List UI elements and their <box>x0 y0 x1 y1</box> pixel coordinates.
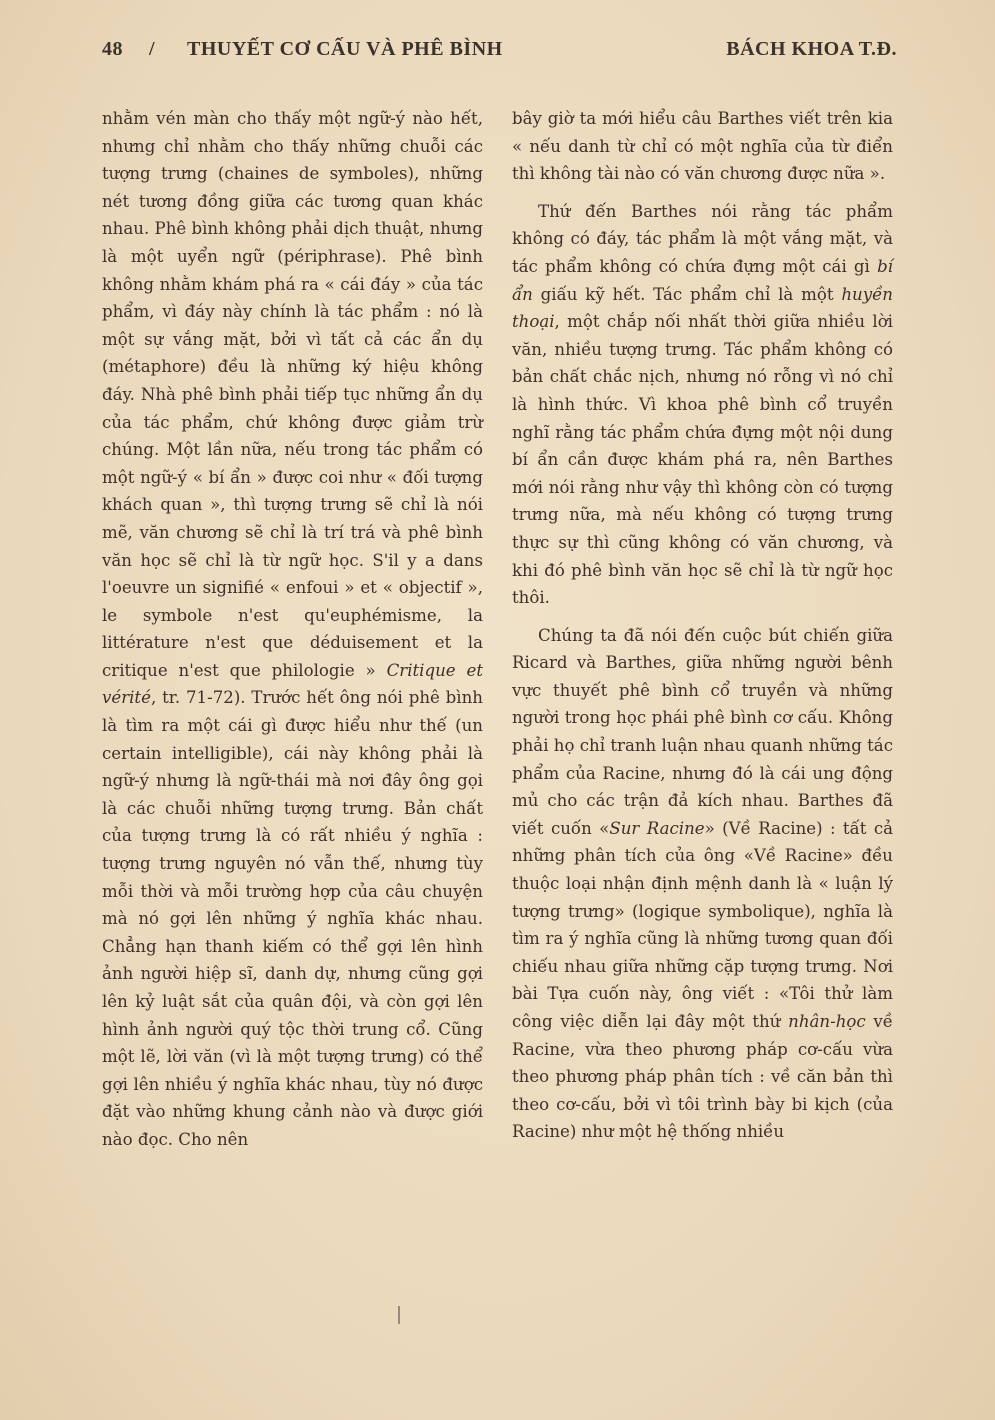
header-separator: / <box>149 38 156 60</box>
page-number: 48 <box>102 38 123 60</box>
paragraph <box>512 105 893 188</box>
publication-name: BÁCH KHOA T.Đ. <box>726 38 897 60</box>
paragraph-text: » (Về Racine) : tất cả những phân tích của ông «Về Racine» đều thuộc loại nhận định mệnh danh là « luận lý tượng trưng» (logique symbolique), nghĩa là tìm ra ý nghĩa cũng là những tương quan đối chiếu nhau giữa những cặp tượng trưng. Nơi bài Tựa cuốn này, ông viết : «Tôi thử làm công việc diễn lại đây một thứ <box>512 818 894 1031</box>
citation-title: Critique et vérité <box>102 660 483 708</box>
paragraph <box>512 622 893 1146</box>
print-mark <box>398 1306 400 1324</box>
paragraph-text: về Racine, vừa theo phương pháp cơ-cấu vừa theo phương pháp phân tích : về căn bản thì theo cơ-cấu, bởi vì tôi trình bày bi kịch (của Racine) như một hệ thống nhiều <box>512 1012 893 1142</box>
paragraph <box>102 105 483 1154</box>
running-header <box>102 38 897 68</box>
book-title: Sur Racine <box>609 818 705 838</box>
right-column <box>512 105 893 1146</box>
paragraph-text: bây giờ ta mới hiểu câu Barthes viết trên kia « nếu danh từ chỉ có một nghĩa của từ điển thì không tài nào có văn chương được nữa ». <box>512 109 893 184</box>
paragraph-text: Thứ đến Barthes nói rằng tác phẩm không có đáy, tác phẩm là một vắng mặt, và tác phẩm không có chứa đựng một cái gì <box>512 201 893 276</box>
paragraph-text: , một chắp nối nhất thời giữa nhiều lời văn, nhiều tượng trưng. Tác phẩm không có bản chất chắc nịch, nhưng nó rỗng vì nó chỉ là hình thức. Vì khoa phê bình cổ truyền nghĩ rằng tác phẩm chứa đựng một nội dung bí ẩn cần được khám phá ra, nên Barthes mới nói rằng như vậy thì không còn có tượng trưng nữa, mà nếu không có tượng trưng thực sự thì cũng không có văn chương, và khi đó phê bình văn học sẽ chỉ là từ ngữ học thôi. <box>512 312 893 608</box>
paragraph <box>512 198 893 612</box>
left-column <box>102 105 483 1154</box>
paragraph-text: , tr. 71-72). Trước hết ông nói phê bình là tìm ra một cái gì được hiểu như thế (un certain intelligible), cái này không phải là ngữ-ý nhưng là ngữ-thái mà nơi đây ông gọi là các chuỗi những tượng trưng. Bản chất của tượng trưng là có rất nhiều ý nghĩa : tượng trưng nguyên nó vẫn thế, nhưng tùy mỗi thời và mỗi trường hợp của câu chuyện mà nó gợi lên những ý nghĩa khác nhau. Chẳng hạn thanh kiếm có thể gợi lên hình ảnh người hiệp sĩ, danh dự, nhưng cũng gợi lên kỷ luật sắt của quân đội, và còn gợi lên hình ảnh người quý tộc thời trung cổ. Cũng một lẽ, lời văn (vì là một tượng trưng) có thể gợi lên nhiều ý nghĩa khác nhau, tùy nó được đặt vào những khung cảnh nào và được giới nào đọc. Cho nên <box>102 688 483 1149</box>
emphasis: nhân-học <box>788 1012 866 1031</box>
emphasis: bí ẩn <box>512 256 893 304</box>
emphasis: huyền thoại <box>512 284 893 332</box>
paragraph-text: giấu kỹ hết. Tác phẩm chỉ là một <box>532 284 842 304</box>
article-title: THUYẾT CƠ CẤU VÀ PHÊ BÌNH <box>187 38 503 60</box>
paragraph-text: Chúng ta đã nói đến cuộc bút chiến giữa Ricard và Barthes, giữa những người bênh vực thuyết phê bình cổ truyền và những người trong học phái phê bình cơ cấu. Không phải họ chỉ tranh luận nhau quanh những tác phẩm của Racine, nhưng đó là cái ung động mủ cho các trận đả kích nhau. Barthes đã viết cuốn « <box>512 625 893 838</box>
paragraph-text: nhằm vén màn cho thấy một ngữ-ý nào hết, nhưng chỉ nhằm cho thấy những chuỗi các tượng trưng (chaines de symboles), những nét tương đồng giữa các tương quan khác nhau. Phê bình không phải dịch thuật, nhưng là một uyển ngữ (périphrase). Phê bình không nhằm khám phá ra « cái đáy » của tác phẩm, vì đáy này chính là tác phẩm : nó là một sự vắng mặt, bởi vì tất cả các ẩn dụ (métaphore) đều là những ký hiệu không đáy. Nhà phê bình phải tiếp tục những ẩn dụ của tác phẩm, chứ không được giảm trừ chúng. Một lần nữa, nếu trong tác phẩm có một ngữ-ý « bí ẩn » được coi như « đối tượng khách quan », thì tượng trưng sẽ chỉ là nói mẽ, văn chương sẽ chỉ là trí trá và phê bình văn học sẽ chỉ là từ ngữ học. S'il y a dans l'oeuvre un signifié « enfoui » et « objectif », le symbole n'est qu'euphémisme, la littérature n'est que déduisement et la critique n'est que philologie » <box>102 109 483 680</box>
